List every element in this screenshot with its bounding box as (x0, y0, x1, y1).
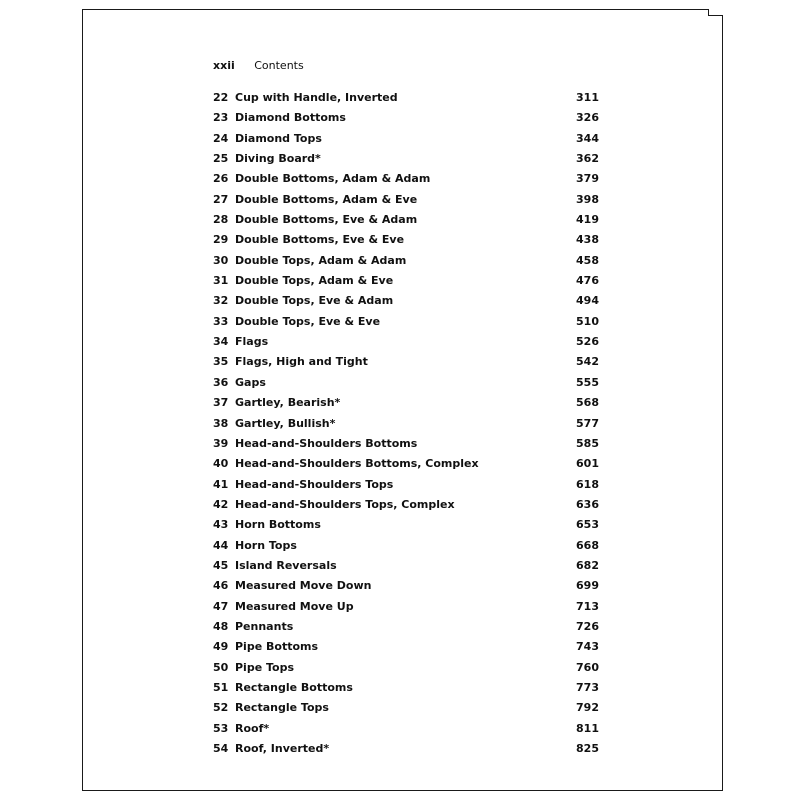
chapter-title: Measured Move Down (235, 579, 372, 593)
chapter-title: Horn Tops (235, 538, 297, 552)
page-number: 726 (576, 619, 599, 633)
toc-entry (213, 212, 603, 232)
chapter-title: Head-and-Shoulders Tops, Complex (235, 497, 455, 511)
page-number: 577 (576, 416, 599, 430)
chapter-title: Diamond Tops (235, 131, 322, 145)
chapter-title: Double Tops, Eve & Eve (235, 314, 381, 328)
chapter-number: 38 (213, 416, 229, 430)
chapter-title: Island Reversals (235, 558, 337, 572)
toc-entry (213, 375, 603, 395)
chapter-number: 54 (213, 742, 229, 755)
chapter-title: Gartley, Bullish* (235, 416, 336, 430)
page-number: 476 (576, 274, 599, 288)
chapter-title: Cup with Handle, Inverted (235, 91, 398, 104)
chapter-number: 25 (213, 152, 229, 166)
section-title: Contents (254, 59, 304, 72)
page-number: 743 (576, 640, 599, 654)
chapter-number: 45 (213, 558, 229, 572)
chapter-number: 37 (213, 396, 229, 410)
chapter-number: 28 (213, 213, 229, 227)
toc-entry (213, 171, 603, 191)
chapter-title: Head-and-Shoulders Tops (235, 477, 394, 491)
toc-entry (213, 660, 603, 680)
contents-list (213, 90, 603, 761)
page-number: 773 (576, 680, 599, 694)
chapter-number: 44 (213, 538, 229, 552)
chapter-title: Double Bottoms, Eve & Adam (235, 213, 418, 227)
toc-entry (213, 416, 603, 436)
chapter-number: 51 (213, 680, 229, 694)
toc-entry (213, 293, 603, 313)
toc-entry (213, 273, 603, 293)
chapter-title: Flags (235, 335, 269, 349)
chapter-number: 39 (213, 436, 229, 450)
chapter-title: Double Bottoms, Eve & Eve (235, 233, 405, 247)
toc-entry (213, 334, 603, 354)
page-number: 811 (576, 721, 599, 735)
page-number: 585 (576, 436, 599, 450)
chapter-title: Gartley, Bearish* (235, 396, 341, 410)
page-number: 438 (576, 233, 599, 247)
page-number: 311 (576, 91, 599, 104)
chapter-title: Head-and-Shoulders Bottoms (235, 436, 418, 450)
chapter-title: Double Bottoms, Adam & Eve (235, 192, 418, 206)
page-number: 542 (576, 355, 599, 369)
toc-entry (213, 680, 603, 700)
chapter-number: 35 (213, 355, 229, 369)
toc-entry (213, 395, 603, 415)
chapter-title: Double Bottoms, Adam & Adam (235, 172, 431, 186)
chapter-number: 23 (213, 111, 229, 125)
page-number: 555 (576, 375, 599, 389)
page-number: 760 (576, 660, 599, 674)
chapter-number: 30 (213, 253, 229, 267)
chapter-title: Double Tops, Adam & Adam (235, 253, 407, 267)
toc-entry (213, 721, 603, 741)
page-number: 682 (576, 558, 599, 572)
chapter-number: 41 (213, 477, 229, 491)
chapter-title: Rectangle Tops (235, 701, 329, 715)
page-number: 653 (576, 518, 599, 532)
chapter-number: 34 (213, 335, 229, 349)
toc-entry (213, 599, 603, 619)
toc-entry (213, 354, 603, 374)
toc-entry (213, 151, 603, 171)
chapter-number: 36 (213, 375, 229, 389)
page-number: 601 (576, 457, 599, 471)
page-number: 668 (576, 538, 599, 552)
chapter-number: 27 (213, 192, 229, 206)
page-number: 458 (576, 253, 599, 267)
page-number: 699 (576, 579, 599, 593)
chapter-title: Pipe Bottoms (235, 640, 319, 654)
chapter-title: Diving Board* (235, 152, 321, 166)
page-number: 326 (576, 111, 599, 125)
page-number: 792 (576, 701, 599, 715)
page-number: 636 (576, 497, 599, 511)
chapter-title: Gaps (235, 375, 266, 389)
toc-entry (213, 192, 603, 212)
toc-entry (213, 110, 603, 130)
chapter-title: Roof* (235, 721, 270, 735)
chapter-number: 50 (213, 660, 229, 674)
page-number: 419 (576, 213, 599, 227)
chapter-title: Diamond Bottoms (235, 111, 346, 125)
page-number: 344 (576, 131, 599, 145)
chapter-number: 22 (213, 91, 229, 104)
page-number: 398 (576, 192, 599, 206)
toc-entry (213, 619, 603, 639)
toc-entry (213, 90, 603, 110)
toc-entry (213, 538, 603, 558)
toc-entry (213, 517, 603, 537)
chapter-number: 24 (213, 131, 229, 145)
page-number: 379 (576, 172, 599, 186)
chapter-number: 47 (213, 599, 229, 613)
toc-entry (213, 639, 603, 659)
toc-entry (213, 497, 603, 517)
chapter-title: Double Tops, Eve & Adam (235, 294, 394, 308)
toc-entry (213, 741, 603, 761)
page-number: 526 (576, 335, 599, 349)
chapter-title: Double Tops, Adam & Eve (235, 274, 394, 288)
chapter-title: Measured Move Up (235, 599, 354, 613)
page-number: 713 (576, 599, 599, 613)
chapter-title: Roof, Inverted* (235, 742, 330, 755)
chapter-number: 43 (213, 518, 229, 532)
page-number: 510 (576, 314, 599, 328)
page-number: 618 (576, 477, 599, 491)
chapter-number: 52 (213, 701, 229, 715)
chapter-title: Horn Bottoms (235, 518, 321, 532)
chapter-number: 53 (213, 721, 229, 735)
page-folio: xxii (213, 59, 235, 72)
running-head (213, 59, 304, 72)
chapter-number: 48 (213, 619, 229, 633)
chapter-title: Flags, High and Tight (235, 355, 368, 369)
chapter-title: Pipe Tops (235, 660, 295, 674)
chapter-number: 42 (213, 497, 229, 511)
chapter-number: 32 (213, 294, 229, 308)
toc-entry (213, 456, 603, 476)
page-number: 362 (576, 152, 599, 166)
toc-entry (213, 314, 603, 334)
chapter-number: 46 (213, 579, 229, 593)
toc-entry (213, 436, 603, 456)
page-number: 825 (576, 742, 599, 755)
chapter-number: 31 (213, 274, 229, 288)
toc-entry (213, 700, 603, 720)
chapter-number: 40 (213, 457, 229, 471)
chapter-title: Pennants (235, 619, 294, 633)
toc-entry (213, 253, 603, 273)
chapter-number: 33 (213, 314, 229, 328)
toc-entry (213, 477, 603, 497)
chapter-number: 26 (213, 172, 229, 186)
chapter-title: Head-and-Shoulders Bottoms, Complex (235, 457, 479, 471)
chapter-title: Rectangle Bottoms (235, 680, 353, 694)
page-corner-notch (708, 9, 723, 16)
toc-entry (213, 232, 603, 252)
page-number: 494 (576, 294, 599, 308)
toc-entry (213, 131, 603, 151)
book-page (82, 9, 723, 791)
toc-entry (213, 558, 603, 578)
chapter-number: 49 (213, 640, 229, 654)
page-number: 568 (576, 396, 599, 410)
chapter-number: 29 (213, 233, 229, 247)
toc-entry (213, 578, 603, 598)
